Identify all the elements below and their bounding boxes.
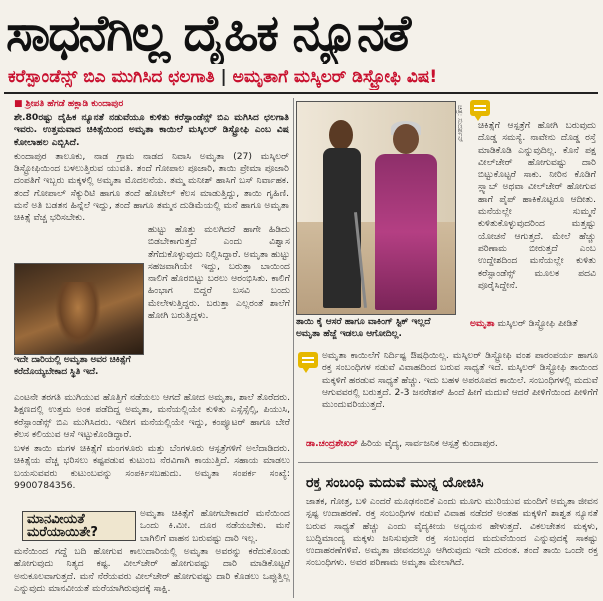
subheadline-left: ಕರೆಸ್ಪಾಂಡೆನ್ಸ್ ಬಿಎ ಮುಗಿಸಿದ ಛಲಗಾತಿ [8, 67, 215, 87]
photo-figure-mother [371, 124, 441, 310]
tree-roots-image [55, 282, 101, 346]
quote-right: ಚಿಕಿತ್ಸೆಗೆ ಆಸ್ಪತ್ರೆಗೆ ಹೋಗಿ ಬರುವುದು ದೊಡ್ಡ ಸಮಸ್ಯೆ. ನಾವೇನು ದೊಡ್ಡ ರಸ್ತೆ ಮಾಡಿಕೊಡಿ ಎನ್ನುವುದಿಲ್ಲ. ಕೊನೆ ಪಕ್ಷ ವೀಲ್‌ಚೇರ್ ಹೋಗುವಷ್ಟು ದಾರಿ ಬಿಟ್ಟುಕೊಟ್ಟರೆ ಸಾಕು. ನೀರಿನ ಕೊಡಿಗೆ ಸ್ಲ್ಯಾಬ್ ಅಥವಾ ವೀಲ್‌ಚೇರ್ ಹೋಗುವ ಹಾಗೆ ಪೈಪ್ ಹಾಕಿಕೊಟ್ಟರೂ ಆದೀತು. ಮನೆಯಲ್ಲೇ ಸುಮ್ಮನೆ ಕುಳಿತುಕೊಳ್ಳುವುದರಿಂದ ಮತ್ತಷ್ಟು ಯೋಚನೆ ಆಗುತ್ತದೆ. ಮೇಲೆ ಹೆಚ್ಚು ಪರಿಣಾಮ ಬೀರುತ್ತದೆ ಎಂಬ ಉದ್ದೇಶದಿಂದ ಮನೆಯಲ್ಲೇ ಕುಳಿತು ಕರೆಸ್ಪಾಂಡೆನ್ಸ್ ಮೂಲಕ ಪದವಿ ಪೂರೈಸಿದ್ದೇನೆ. [478, 120, 596, 291]
photo-main-caption: ತಾಯಿ ಕೈ ಆಸರೆ ಹಾಗೂ ವಾಕಿಂಗ್ ಸ್ಟಿಕ್ ಇಲ್ಲದೆ ಅಮೃತಾ ಹೆಜ್ಜೆ ಇಡಲೂ ಆಗೋದಿಲ್ಲ. [296, 317, 431, 339]
byline: ■ ಶ್ರೀಪತಿ ಹೆಗಡೆ ಹಕ್ಲಾಡಿ ಕುಂದಾಪುರ [14, 99, 124, 109]
headline: ಸಾಧನೆಗಿಲ್ಲ ದೈಹಿಕ ನ್ಯೂನತೆ [6, 4, 410, 62]
left-paragraph-3: ಹುಟ್ಟು ಹೊತ್ತು ಮಲಗಿದರೆ ಹಾಗೇ ಹಿಡಿದು ಬಿಡಬೇಕಾಗುತ್ತದೆ ಎಂದು ವಿಶ್ವಾಸ ತೆಗೆದುಕೊಳ್ಳುವುದು ನಿಲ್ಲಿಸಿದ್ದಾರೆ. ಅಮೃತಾ ಹುಟ್ಟು ಸಹಜವಾಗಿಯೇ ಇದ್ದು, ಬರುತ್ತಾ ಬಾಯಿಂದ ನಾಲಿಗೆ ಹೊರಬಿಟ್ಟು ಬರಲು ಆರಂಭಿಸಿತು. ಕಾಲಿಗೆ ಹಿಂಭಾಗ ಬಿದ್ದರೆ ಬಸವಿ ಬಂದು ಮೇಲೇಳುತ್ತಿದ್ದರು. ಬರುತ್ತಾ ಎಲ್ಲರಂತೆ ಶಾಲೆಗೆ ಹೋಗಿ ಬರುತ್ತಿದ್ದಳು. [148, 224, 290, 322]
quote-doctor-desc: ಹಿರಿಯ ವೈದ್ಯ, ಸಾರ್ವಜನಿಕ ಆಸ್ಪತ್ರೆ ಕುಂದಾಪುರ. [360, 438, 498, 449]
humanity-box-text: ಅಮೃತಾ ಚಿಕಿತ್ಸೆಗೆ ಹೋಗಬೇಕಾದರೆ ಮನೆಯಿಂದ ಒಂದು ಕಿ.ಮೀ. ದೂರ ನಡೆಯಬೇಕು. ಮನೆ ಬಾಗಿಲಿಗೆ ವಾಹನ ಬರುವಷ್ಟು ದಾರಿ ಇಲ್ಲ. [140, 508, 290, 544]
photo-credit: ಚಿತ್ರ: ಸುದರ್ಶನ್ [456, 105, 464, 143]
daughter-head [329, 120, 353, 150]
left-paragraph-4: ಎಂಟನೇ ತರಗತಿ ಮುಗಿಯುವ ಹೊತ್ತಿಗೆ ನಡೆಯಲು ಆಗದೆ ಹೋದ ಅಮೃತಾ, ಶಾಲೆ ತೊರೆದರು. ಶಿಕ್ಷಣದಲ್ಲಿ ಉತ್ತಮ ಅಂಕ ಪಡೆದಿದ್ದ ಅಮೃತಾ, ಮನೆಯಲ್ಲಿಯೇ ಕುಳಿತು ಎಸ್ಸೆಸ್ಸೆಲ್ಸಿ, ಪಿಯುಸಿ, ಕರೆಸ್ಪಾಂಡೆನ್ಸ್ ಬಿಎ ಮುಗಿಸಿದರು. ಇದೀಗ ಮನೆಯಲ್ಲಿಯೇ ಇದ್ದು, ಕಂಪ್ಯೂಟರ್ ಹಾಗೂ ಬೇರೆ ಕೆಲಸ ಕಲಿಯುವ ಆಸೆ ಇಟ್ಟುಕೊಂಡಿದ್ದಾರೆ. [14, 392, 290, 440]
quote-right-desc: ಮಸ್ಕಿಲರ್ ಡಿಸ್ಟ್ರೋಫಿ ಪೀಡಿತೆ [497, 318, 578, 329]
subheadline-right: ಅಮೃತಾಗೆ ಮಸ್ಕಿಲರ್ ಡಿಸ್ಟ್ರೋಫಿ ವಿಷ! [232, 67, 438, 87]
mother-saree [375, 154, 437, 310]
column-divider [293, 98, 294, 598]
left-paragraph-1: ಶೇ.80ರಷ್ಟು ದೈಹಿಕ ನ್ಯೂನತೆ ನಡುವೆಯೂ ಕುಳಿತು ಕರೆಸ್ಪಾಂಡೆನ್ಸ್ ಬಿಎ ಮಗಿಸಿದ ಛಲಗಾತಿ ಇವರು. ಉತ್ತಮವಾದ ಚಿಕಿತ್ಸೆಯಿಂದ ಅಮೃತಾ ಕಾಯಿಲೆ ಮಸ್ಕಿಲರ್ ಡಿಸ್ಟ್ರೋಫಿ ಎಂಬ ವಿಷ ಕೋಲಾಹಲ ಎಬ್ಬಿಸಿದೆ. [14, 112, 289, 148]
photo-path [14, 263, 144, 355]
quote-right-attribution [470, 318, 598, 344]
sub-story-text: ಜಾತಕ, ಗೋತ್ರ, ಬಳಿ ಎಂದರೆ ಮೂಢನಂಬಿಕೆ ಎಂದು ಮೂಗು ಮುರಿಯುವ ಮಂದಿಗೆ ಅಮೃತಾ ಜೀವನ ಸ್ಪಷ್ಟ ಉದಾಹರಣೆ. ರಕ್ತ ಸಂಬಂಧಿಗಳ ನಡುವೆ ವಿವಾಹ ನಡೆದರೆ ಅಂತಹ ಮಕ್ಕಳಿಗೆ ಶಾಶ್ವತ ನ್ಯೂನತೆ ಬರುವ ಸಾಧ್ಯತೆ ಹೆಚ್ಚು ಎಂದು ವೈದ್ಯಕೀಯ ಅಧ್ಯಯನ ಹೇಳುತ್ತದೆ. ವಿಕಲಚೇತನ ಮಕ್ಕಳು, ಬುದ್ಧಿಮಾಂದ್ಯ ಮಕ್ಕಳು ಜನಿಸುವುದೇ ರಕ್ತ ಸಂಬಂಧದ ಮದುವೆಯಿಂದ ಎನ್ನುವುದಕ್ಕೆ ಸಾಕಷ್ಟು ಉದಾಹರಣೆಗಳಿವೆ. ಅಮೃತಾ ಜೀವನದಲ್ಲೂ ಆಗಿರುವುದು ಇದೇ ದುರಂತ. ತಂದೆ ತಾಯಿ ಒಂದೇ ರಕ್ತ ಸಂಬಂಧಿಗಳು. ಅವರ ಪರಿಣಾಮ ಅಮೃತಾ ಮೇಲಾಗಿದೆ. [306, 496, 598, 569]
left-paragraph-2: ಕುಂದಾಪುರ ತಾಲೂಕು, ನಾಡ ಗ್ರಾಮ ನಾಡದ ನಿವಾಸಿ ಅಮೃತಾ (27) ಮಸ್ಕಿಲರ್ ಡಿಸ್ಟ್ರೋಫಿಯಿಂದ ಬಳಲುತ್ತಿರುವ ಯುವತಿ. ತಂದೆ ಗೋಪಾಲ ಪೂಜಾರಿ, ತಾಯಿ ಪ್ರೇಮಾ ಪೂಜಾರಿ ದಂಪತಿಗೆ ಇಬ್ಬರು ಮಕ್ಕಳಲ್ಲಿ ಅಮೃತಾ ಮೊದಲನೆಯ. ತಮ್ಮ ಮನೀಶ್ ಹಾಸಿಗೆ ಬಸ್ ನಿರ್ವಾಹಕ. ತಂದೆ ಗೋಪಾಲ್ ಸೆಕ್ಯುರಿಟಿ ಹಾಗೂ ತಂದೆ ಹೊಟೇಲ್ ಕೆಲಸ ಮಾಡುತ್ತಿದ್ದು, ತಾಯಿ ಗೃಹಿಣಿ. ಮನೆ ಅತಿ ಬಡತನ ಹಿನ್ನೆಲೆ ಇದ್ದು, ತಂದೆ ಹಾಗೂ ತಮ್ಮನ ದುಡಿಮೆಯಲ್ಲಿ ಮನೆ ಹಾಗೂ ಅಮೃತಾ ಚಿಕಿತ್ಸೆ ವೆಚ್ಚ ಭರಿಸಬೇಕು. [14, 150, 289, 224]
sub-headline: ರಕ್ತ ಸಂಬಂಧಿ ಮದುವೆ ಮುನ್ನ ಯೋಚಿಸಿ [306, 475, 484, 491]
mother-head [393, 124, 419, 154]
quote-right-name: ಅಮೃತಾ [470, 318, 495, 329]
headline-rule [4, 92, 598, 94]
chat-quote-icon [470, 100, 490, 116]
photo-figure-daughter [319, 120, 365, 308]
section-divider [298, 462, 598, 463]
subheadline-separator: | [220, 67, 227, 87]
photo-mother-daughter [296, 101, 456, 315]
left-column-intro [14, 112, 289, 224]
quote-doctor: ಅಮೃತಾ ಕಾಯಿಲೆಗೆ ನಿರ್ದಿಷ್ಟ ಔಷಧಿಯಿಲ್ಲ. ಮಸ್ಕಿಲರ್ ಡಿಸ್ಟ್ರೋಫಿ ವಂಶ ಪಾರಂಪರ್ಯ ಹಾಗೂ ರಕ್ತ ಸಂಬಂಧಿಗಳ ನಡುವೆ ವಿವಾಹದಿಂದ ಬರುವ ಸಾಧ್ಯತೆ ಇದೆ. ಮಸ್ಕಿಲರ್ ಡಿಸ್ಟ್ರೋಫಿ ತಾಯಿಂದ ಮಕ್ಕಳಿಗೆ ಹರಡುವ ಸಾಧ್ಯತೆ ಹೆಚ್ಚು. ಇದು ಬಹಳ ಅಪರೂಪದ ಕಾಯಿಲೆ. ಸಂಬಂಧಿಗಳಲ್ಲಿ ಮದುವೆ ಆಗುವವರಲ್ಲಿ ಬರುತ್ತದೆ. 2-3 ಜನರೇಶನ್ ಹಿಂದೆ ಹೀಗೆ ಮದುವೆ ಆದರೆ ಪೀಳಿಗೆಯಿಂದ ಪೀಳಿಗೆಗೆ ಮುಂದುವರಿಯುತ್ತದೆ. [322, 350, 598, 411]
chat-quote-icon-doctor [298, 352, 318, 368]
quote-doctor-name: ಡಾ.ಚಂದ್ರಶೇಖರ್ [306, 438, 358, 449]
left-column-3 [14, 392, 290, 502]
humanity-bottom-text: ಮನೆಯಿಂದ ಗದ್ದೆ ಬದಿ ಹೋಗುವ ಕಾಲುದಾರಿಯಲ್ಲಿ ಅಮೃತಾ ಅವರನ್ನು ಕರೆದುಕೊಂಡು ಹೋಗುವುದು ನಿತ್ಯದ ಕಷ್ಟ. ವೀಲ್‌ಚೇರ್ ಹೋಗುವಷ್ಟು ದಾರಿ ಮಾಡಿಕೊಟ್ಟರೆ ಅನುಕೂಲವಾಗುತ್ತದೆ. ಮನೆ ನೆರೆಯವರು ವೀಲ್‌ಚೇರ್ ಹೋಗುವಷ್ಟು ದಾರಿ ಕೊಡಲು ಒಪ್ಪುತ್ತಿಲ್ಲ ಎನ್ನುವುದು ಮಾನವೀಯತೆ ಮರೆಯಾಗಿರುವುದಕ್ಕೆ ಸಾಕ್ಷಿ. [14, 546, 290, 594]
photo-path-caption: ಇದೇ ದಾರಿಯಲ್ಲಿ ಅಮೃತಾ ಅವರ ಚಿಕಿತ್ಸೆಗೆ ಕರೆದೊಯ್ಯಬೇಕಾದ ಸ್ಥಿತಿ ಇದೆ. [14, 355, 131, 377]
humanity-box-title: ಮಾನವೀಯತೆ ಮರೆಯಾಯಿತೇ? [22, 511, 136, 541]
left-paragraph-5: ಬಳಕ ತಾಯಿ ಮಗಳ ಚಿಕಿತ್ಸೆಗೆ ಮಂಗಳೂರು ಮತ್ತು ಬೆಂಗಳೂರು ಆಸ್ಪತ್ರೆಗಳಿಗೆ ಅಲೆದಾಡಿದರು. ಚಿಕಿತ್ಸೆಯ ವೆಚ್ಚ ಭರಿಸಲು ಕಷ್ಟಪಡುವ ಕುಟುಂಬ ನೆರವಿಗಾಗಿ ಕಾಯುತ್ತಿದೆ. ಸಹಾಯ ಮಾಡಲು ಬಯಸುವವರು ಕುಟುಂಬವನ್ನು ಸಂಪರ್ಕಿಸಬಹುದು. ಅಮೃತಾ ಸಂಪರ್ಕ ಸಂಖ್ಯೆ: 9900784356. [14, 443, 290, 492]
subheadline [8, 64, 598, 90]
left-column-2 [148, 224, 290, 389]
quote-doctor-attribution [306, 438, 598, 452]
